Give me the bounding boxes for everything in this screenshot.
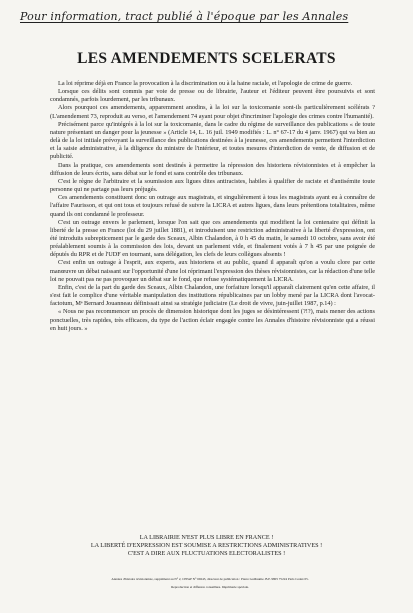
closing-slogans	[40, 534, 373, 557]
closing-line: LA LIBERTÉ D'EXPRESSION EST SOUMISE A RESTRICTIONS ADMINISTRATIVES !	[90, 541, 323, 549]
footer-line: Annales d'histoire révisionniste, supplément au N° 2, CPPAP N° 69243, directeur de publication : Pierre Guillaume. B.P. 9805 75224 Paris Cedex 05.	[111, 577, 309, 581]
publication-footer	[60, 576, 360, 591]
paragraph: Ces amendements constituent donc un outrage aux magistrats, et singulièrement à tous les magistrats ayant eu à connaître de l'affaire Faurisson, et qui ont tous et toujours refusé de suivre la LICRA et autres ligues, dans leurs prétentions totalitaires, même quand ils ont condamné le professeur.	[50, 194, 375, 218]
footer-line: Reproduction et diffusion conseillées. Imprimerie spéciale.	[171, 584, 249, 589]
paragraph: « Nous ne pas recommencer un procès de dimension historique dont les juges se désintéressent (?!?), mais mener des actions ponctuelles, très rapides, très efficaces, du type de l'action éclair engagée contre les Annales d'histoire révisionniste qui a réussi en huit jours. »	[50, 308, 375, 332]
paragraph: Enfin, c'est de la part du garde des Sceaux, Albin Chalandon, une forfaiture lorsqu'il apparaît clairement qu'en cette affaire, il s'est fait le complice d'une véritable manipulation des institutions républicaines par un lobby mené par la LICRA dont l'avocat-factotum, Mᵉ Bernard Jouanneau définissait ainsi sa stratégie judiciaire (Le droit de vivre, juin-juillet 1987, p.14) :	[50, 283, 375, 308]
handwritten-note: Pour information, tract publié à l'époque par les Annales	[20, 10, 349, 23]
paragraph: C'est le règne de l'arbitraire et la soumission aux ligues dites antiracistes, habiles à qualifier de raciste et d'antisémite toute personne qui ne partage pas leurs préjugés.	[50, 177, 375, 194]
paragraph: La loi réprime déjà en France la provocation à la discrimination ou à la haine raciale, et l'apologie de crime de guerre.	[58, 80, 353, 87]
paragraph: C'est un outrage envers le parlement, lorsque l'on sait que ces amendements qui modifient la loi centenaire qui définit la liberté de la presse en France (loi du 29 juillet 1881), et introduisent une restriction administrative à la liberté d'expression, ont été introduits subrepticement par le garde des Sceaux, Albin Chalandon, à 0 h 45 du matin, le samedi 10 octobre, sans avoir été préalablement soumis à la commission des lois, devant un parlement vide, et finalement votés à 7 h 45 par une poignée de députés du RPR et de l'UDF en tournant, sans délégation, les clefs de leurs collègues absents !	[50, 218, 375, 259]
paragraph: C'est enfin un outrage à l'esprit, aux experts, aux historiens et au public, quand il apparaît qu'on a voulu clore par cette manœuvre un débat naissant sur l'opportunité d'une loi réprimant l'expression des thèses révisionnistes, car la rédaction d'une telle loi ne pouvait pas ne pas provoquer un débat sur le fond, que refuse systématiquement la LICRA.	[50, 259, 375, 283]
paragraph: Alors pourquoi ces amendements, apparemment anodins, à la loi sur la toxicomanie sont-ils particulièrement scélérats ? (L'amendement 73, reproduit au verso, et l'amendement 74 ayant pour objet d'incriminer l'apologie des crimes contre l'humanité).	[50, 104, 375, 120]
closing-line: C'EST A DIRE AUX FLUCTUATIONS ELECTORALISTES !	[127, 549, 286, 557]
paragraph: Précisément parce qu'intégrés à la loi sur la toxicomanie, dans le cadre du régime de surveillance des publications « de toute nature présentant un danger pour la jeunesse » (Article 14, L. 16 juil. 1949 modifiés : L. n° 67-17 du 4 janv. 1967) qui va bien au delà de la loi initiale prévoyant la surveillance des publications destinées à la jeunesse, ces amendements permettent l'interdiction et la saisie administrative, à la diligence du ministre de l'intérieur, et toutes mesures d'interdiction de vente, de diffusion et de publicité.	[50, 120, 375, 161]
page-title: LES AMENDEMENTS SCELERATS	[77, 50, 336, 67]
body-text	[50, 80, 375, 333]
paragraph: Lorsque ces délits sont commis par voie de presse ou de librairie, l'auteur et l'éditeur peuvent être poursuivis et sont condamnés, parfois lourdement, par les tribunaux.	[50, 88, 375, 104]
paragraph: Dans la pratique, ces amendements sont destinés à permettre la répression des historiens révisionnistes et à empêcher la diffusion de leurs écrits, sans débat sur le fond et sans contrôle des tribunaux.	[50, 161, 375, 177]
closing-line: LA LIBRAIRIE N'EST PLUS LIBRE EN FRANCE !	[139, 534, 274, 541]
